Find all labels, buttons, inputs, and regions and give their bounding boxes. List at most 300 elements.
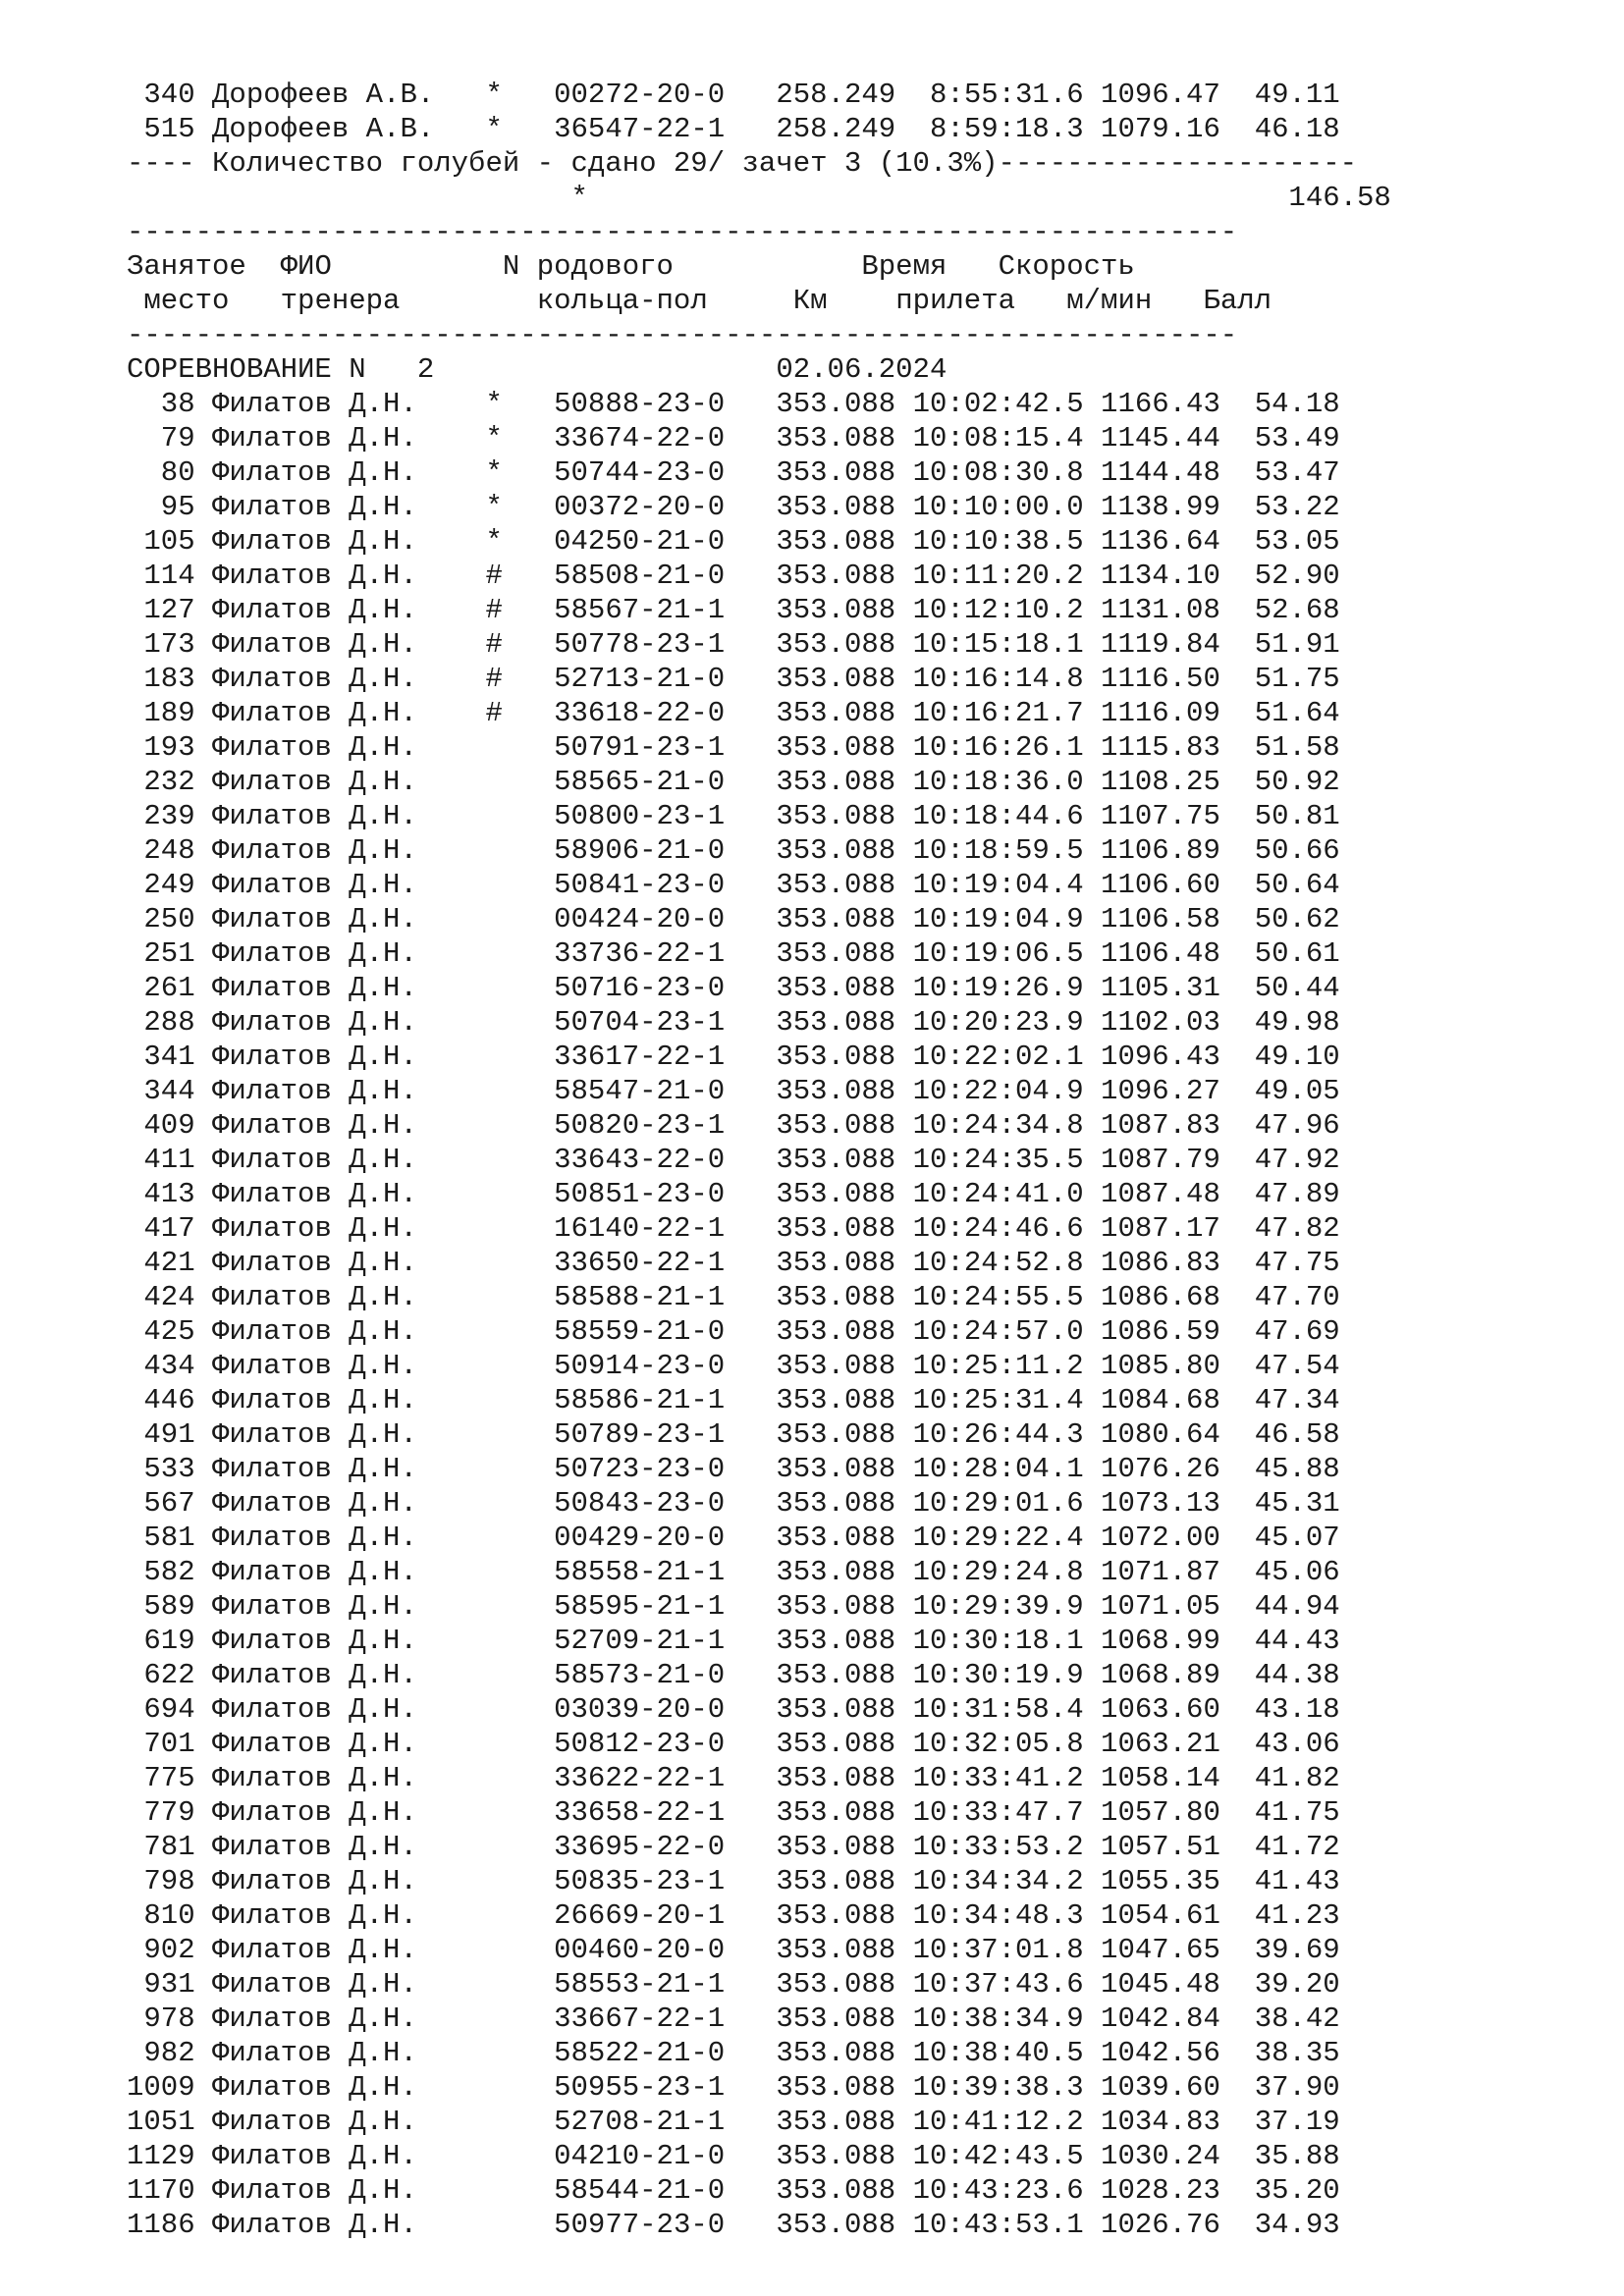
cell-name: Филатов Д.Н. bbox=[212, 1109, 435, 1142]
cell-mark bbox=[486, 1178, 503, 1210]
cell-ring: 50914-23-0 bbox=[554, 1350, 726, 1382]
cell-name: Филатов Д.Н. bbox=[212, 594, 435, 626]
header-place-2: место bbox=[143, 285, 230, 317]
cell-mark bbox=[486, 1728, 503, 1760]
cell-speed: 1107.75 bbox=[1101, 800, 1220, 832]
cell-name: Филатов Д.Н. bbox=[212, 2071, 435, 2104]
cell-place: 189 bbox=[127, 697, 195, 729]
header-speed: Скорость bbox=[998, 250, 1135, 283]
table-row bbox=[127, 1246, 1391, 1280]
cell-time: 10:19:26.9 bbox=[912, 972, 1084, 1004]
cell-mark bbox=[486, 1247, 503, 1279]
cell-ring: 52709-21-1 bbox=[554, 1625, 726, 1657]
cell-km: 353.088 bbox=[776, 1247, 896, 1279]
cell-km: 353.088 bbox=[776, 1762, 896, 1794]
header-place: Занятое bbox=[127, 250, 246, 283]
cell-km: 353.088 bbox=[776, 1899, 896, 1932]
cell-time: 10:30:18.1 bbox=[912, 1625, 1084, 1657]
cell-place: 533 bbox=[127, 1453, 195, 1485]
cell-place: 1129 bbox=[127, 2140, 195, 2172]
cell-score: 52.90 bbox=[1254, 560, 1340, 592]
cell-score: 50.62 bbox=[1254, 903, 1340, 935]
cell-mark bbox=[486, 2002, 503, 2035]
cell-time: 10:18:36.0 bbox=[912, 766, 1084, 798]
cell-speed: 1080.64 bbox=[1101, 1418, 1220, 1451]
cell-time: 10:25:31.4 bbox=[912, 1384, 1084, 1416]
cell-speed: 1057.51 bbox=[1101, 1831, 1220, 1863]
cell-score: 35.20 bbox=[1254, 2174, 1340, 2207]
cell-speed: 1047.65 bbox=[1101, 1934, 1220, 1966]
cell-mark: * bbox=[485, 525, 503, 558]
table-row bbox=[127, 112, 1391, 146]
cell-name: Филатов Д.Н. bbox=[212, 2209, 435, 2241]
cell-place: 1009 bbox=[127, 2071, 195, 2104]
cell-place: 491 bbox=[127, 1418, 195, 1451]
table-row bbox=[127, 1933, 1391, 1967]
cell-mark bbox=[486, 1796, 503, 1829]
cell-ring: 50778-23-1 bbox=[554, 628, 726, 661]
cell-speed: 1102.03 bbox=[1101, 1006, 1220, 1039]
cell-score: 44.38 bbox=[1254, 1659, 1340, 1691]
cell-score: 45.88 bbox=[1254, 1453, 1340, 1485]
cell-mark bbox=[486, 2037, 503, 2069]
cell-name: Филатов Д.Н. bbox=[212, 731, 435, 764]
cell-name: Филатов Д.Н. bbox=[212, 1041, 435, 1073]
cell-speed: 1030.24 bbox=[1101, 2140, 1220, 2172]
cell-ring: 33695-22-0 bbox=[554, 1831, 726, 1863]
cell-time: 10:29:24.8 bbox=[912, 1556, 1084, 1588]
cell-mark bbox=[486, 1144, 503, 1176]
table-row bbox=[127, 1177, 1391, 1211]
cell-place: 251 bbox=[127, 937, 195, 970]
cell-name: Филатов Д.Н. bbox=[212, 1418, 435, 1451]
cell-ring: 50812-23-0 bbox=[554, 1728, 726, 1760]
cell-time: 10:33:41.2 bbox=[912, 1762, 1084, 1794]
cell-km: 353.088 bbox=[776, 2209, 896, 2241]
cell-speed: 1068.89 bbox=[1101, 1659, 1220, 1691]
carryover-section bbox=[127, 78, 1391, 146]
cell-km: 353.088 bbox=[776, 2037, 896, 2069]
cell-speed: 1138.99 bbox=[1101, 491, 1220, 523]
cell-ring: 58573-21-0 bbox=[554, 1659, 726, 1691]
cell-speed: 1076.26 bbox=[1101, 1453, 1220, 1485]
cell-time: 8:59:18.3 bbox=[912, 113, 1084, 145]
cell-name: Филатов Д.Н. bbox=[212, 1968, 435, 2001]
cell-mark bbox=[486, 1934, 503, 1966]
header-time-2: прилета bbox=[895, 285, 1016, 317]
cell-km: 353.088 bbox=[776, 1865, 896, 1897]
cell-km: 353.088 bbox=[776, 1728, 896, 1760]
table-row bbox=[127, 662, 1391, 696]
table-row bbox=[127, 1727, 1391, 1761]
table-row bbox=[127, 1417, 1391, 1452]
cell-time: 10:28:04.1 bbox=[912, 1453, 1084, 1485]
cell-mark bbox=[486, 1590, 503, 1623]
cell-speed: 1106.48 bbox=[1101, 937, 1220, 970]
cell-speed: 1096.43 bbox=[1101, 1041, 1220, 1073]
table-row bbox=[127, 1040, 1391, 1074]
cell-km: 353.088 bbox=[776, 594, 896, 626]
header-line-1 bbox=[127, 249, 1391, 284]
cell-km: 353.088 bbox=[776, 628, 896, 661]
cell-ring: 58586-21-1 bbox=[554, 1384, 726, 1416]
cell-mark bbox=[486, 903, 503, 935]
cell-ring: 50851-23-0 bbox=[554, 1178, 726, 1210]
cell-name: Филатов Д.Н. bbox=[212, 2002, 435, 2035]
cell-score: 47.34 bbox=[1254, 1384, 1340, 1416]
cell-km: 353.088 bbox=[776, 1281, 896, 1313]
cell-km: 353.088 bbox=[776, 1659, 896, 1691]
cell-speed: 1039.60 bbox=[1101, 2071, 1220, 2104]
cell-ring: 36547-22-1 bbox=[554, 113, 726, 145]
cell-speed: 1073.13 bbox=[1101, 1487, 1220, 1520]
cell-time: 10:41:12.2 bbox=[912, 2106, 1084, 2138]
cell-time: 10:34:34.2 bbox=[912, 1865, 1084, 1897]
table-row bbox=[127, 1383, 1391, 1417]
cell-speed: 1042.56 bbox=[1101, 2037, 1220, 2069]
cell-place: 582 bbox=[127, 1556, 195, 1588]
cell-score: 49.05 bbox=[1254, 1075, 1340, 1107]
table-row bbox=[127, 524, 1391, 559]
cell-time: 10:38:40.5 bbox=[912, 2037, 1084, 2069]
cell-km: 353.088 bbox=[776, 2002, 896, 2035]
cell-name: Филатов Д.Н. bbox=[212, 1796, 435, 1829]
cell-score: 50.64 bbox=[1254, 869, 1340, 901]
cell-score: 41.43 bbox=[1254, 1865, 1340, 1897]
cell-place: 701 bbox=[127, 1728, 195, 1760]
cell-place: 931 bbox=[127, 1968, 195, 2001]
cell-speed: 1106.58 bbox=[1101, 903, 1220, 935]
cell-ring: 33617-22-1 bbox=[554, 1041, 726, 1073]
header-km: Км bbox=[792, 285, 828, 317]
cell-score: 46.58 bbox=[1254, 1418, 1340, 1451]
cell-score: 53.05 bbox=[1254, 525, 1340, 558]
table-row bbox=[127, 490, 1391, 524]
cell-mark bbox=[486, 1659, 503, 1691]
table-row bbox=[127, 78, 1391, 112]
cell-ring: 50843-23-0 bbox=[554, 1487, 726, 1520]
cell-speed: 1166.43 bbox=[1101, 388, 1220, 420]
cell-ring: 58565-21-0 bbox=[554, 766, 726, 798]
table-row bbox=[127, 1692, 1391, 1727]
cell-time: 10:16:26.1 bbox=[912, 731, 1084, 764]
cell-score: 47.82 bbox=[1254, 1212, 1340, 1245]
table-row bbox=[127, 2208, 1391, 2242]
cell-place: 589 bbox=[127, 1590, 195, 1623]
cell-speed: 1086.83 bbox=[1101, 1247, 1220, 1279]
cell-mark: # bbox=[485, 697, 503, 729]
table-row bbox=[127, 2105, 1391, 2139]
cell-ring: 50789-23-1 bbox=[554, 1418, 726, 1451]
cell-km: 353.088 bbox=[776, 1006, 896, 1039]
cell-km: 353.088 bbox=[776, 2106, 896, 2138]
cell-name: Филатов Д.Н. bbox=[212, 1728, 435, 1760]
cell-speed: 1055.35 bbox=[1101, 1865, 1220, 1897]
cell-time: 10:38:34.9 bbox=[912, 2002, 1084, 2035]
cell-time: 10:43:23.6 bbox=[912, 2174, 1084, 2207]
cell-mark: # bbox=[485, 594, 503, 626]
cell-score: 54.18 bbox=[1254, 388, 1340, 420]
table-row bbox=[127, 799, 1391, 833]
cell-place: 425 bbox=[127, 1315, 195, 1348]
cell-speed: 1028.23 bbox=[1101, 2174, 1220, 2207]
cell-place: 779 bbox=[127, 1796, 195, 1829]
cell-score: 45.31 bbox=[1254, 1487, 1340, 1520]
cell-ring: 50888-23-0 bbox=[554, 388, 726, 420]
cell-km: 353.088 bbox=[776, 834, 896, 867]
cell-place: 38 bbox=[127, 388, 195, 420]
cell-time: 10:24:34.8 bbox=[912, 1109, 1084, 1142]
cell-name: Филатов Д.Н. bbox=[212, 1144, 435, 1176]
cell-km: 353.088 bbox=[776, 697, 896, 729]
table-row bbox=[127, 1830, 1391, 1864]
summary-line: ---- Количество голубей - сдано 29/ зачет 3 (10.3%)--------------------- bbox=[127, 147, 1358, 180]
cell-place: 581 bbox=[127, 1522, 195, 1554]
cell-ring: 58547-21-0 bbox=[554, 1075, 726, 1107]
cell-km: 353.088 bbox=[776, 456, 896, 489]
cell-speed: 1145.44 bbox=[1101, 422, 1220, 454]
cell-speed: 1034.83 bbox=[1101, 2106, 1220, 2138]
cell-mark bbox=[486, 1556, 503, 1588]
cell-mark: * bbox=[485, 491, 503, 523]
cell-mark: # bbox=[485, 628, 503, 661]
cell-name: Филатов Д.Н. bbox=[212, 972, 435, 1004]
cell-name: Филатов Д.Н. bbox=[212, 1934, 435, 1966]
table-row bbox=[127, 1658, 1391, 1692]
cell-mark bbox=[486, 1487, 503, 1520]
cell-place: 340 bbox=[127, 79, 195, 111]
cell-km: 353.088 bbox=[776, 1487, 896, 1520]
cell-time: 10:08:15.4 bbox=[912, 422, 1084, 454]
cell-mark bbox=[486, 731, 503, 764]
cell-ring: 00372-20-0 bbox=[554, 491, 726, 523]
cell-mark bbox=[486, 1899, 503, 1932]
cell-mark bbox=[486, 2071, 503, 2104]
cell-km: 353.088 bbox=[776, 731, 896, 764]
cell-place: 341 bbox=[127, 1041, 195, 1073]
cell-time: 10:32:05.8 bbox=[912, 1728, 1084, 1760]
cell-ring: 58508-21-0 bbox=[554, 560, 726, 592]
cell-name: Филатов Д.Н. bbox=[212, 456, 435, 489]
cell-km: 258.249 bbox=[776, 113, 896, 145]
cell-ring: 52708-21-1 bbox=[554, 2106, 726, 2138]
cell-ring: 58558-21-1 bbox=[554, 1556, 726, 1588]
cell-speed: 1026.76 bbox=[1101, 2209, 1220, 2241]
cell-speed: 1084.68 bbox=[1101, 1384, 1220, 1416]
cell-name: Филатов Д.Н. bbox=[212, 1693, 435, 1726]
cell-time: 10:20:23.9 bbox=[912, 1006, 1084, 1039]
cell-ring: 58906-21-0 bbox=[554, 834, 726, 867]
cell-score: 51.58 bbox=[1254, 731, 1340, 764]
cell-time: 10:22:04.9 bbox=[912, 1075, 1084, 1107]
cell-score: 39.69 bbox=[1254, 1934, 1340, 1966]
cell-place: 409 bbox=[127, 1109, 195, 1142]
cell-time: 10:31:58.4 bbox=[912, 1693, 1084, 1726]
cell-name: Филатов Д.Н. bbox=[212, 560, 435, 592]
cell-score: 50.61 bbox=[1254, 937, 1340, 970]
cell-speed: 1106.89 bbox=[1101, 834, 1220, 867]
cell-km: 353.088 bbox=[776, 560, 896, 592]
cell-score: 49.11 bbox=[1254, 79, 1340, 111]
cell-km: 353.088 bbox=[776, 1350, 896, 1382]
cell-km: 353.088 bbox=[776, 1556, 896, 1588]
cell-speed: 1106.60 bbox=[1101, 869, 1220, 901]
table-row bbox=[127, 421, 1391, 455]
table-row bbox=[127, 1795, 1391, 1830]
cell-mark bbox=[486, 1315, 503, 1348]
cell-name: Филатов Д.Н. bbox=[212, 1625, 435, 1657]
cell-km: 353.088 bbox=[776, 2071, 896, 2104]
cell-ring: 33622-22-1 bbox=[554, 1762, 726, 1794]
cell-time: 10:29:39.9 bbox=[912, 1590, 1084, 1623]
cell-ring: 33674-22-0 bbox=[554, 422, 726, 454]
cell-score: 47.54 bbox=[1254, 1350, 1340, 1382]
cell-time: 10:42:43.5 bbox=[912, 2140, 1084, 2172]
table-row bbox=[127, 1967, 1391, 2002]
cell-time: 10:37:01.8 bbox=[912, 1934, 1084, 1966]
cell-mark bbox=[486, 2174, 503, 2207]
cell-ring: 33618-22-0 bbox=[554, 697, 726, 729]
cell-name: Филатов Д.Н. bbox=[212, 903, 435, 935]
cell-speed: 1071.05 bbox=[1101, 1590, 1220, 1623]
cell-km: 353.088 bbox=[776, 800, 896, 832]
cell-place: 105 bbox=[127, 525, 195, 558]
cell-ring: 50704-23-1 bbox=[554, 1006, 726, 1039]
cell-mark bbox=[486, 766, 503, 798]
table-row bbox=[127, 387, 1391, 421]
cell-place: 434 bbox=[127, 1350, 195, 1382]
cell-time: 10:24:35.5 bbox=[912, 1144, 1084, 1176]
cell-score: 45.07 bbox=[1254, 1522, 1340, 1554]
cell-mark bbox=[486, 800, 503, 832]
cell-place: 193 bbox=[127, 731, 195, 764]
cell-speed: 1072.00 bbox=[1101, 1522, 1220, 1554]
cell-mark bbox=[486, 1006, 503, 1039]
cell-mark bbox=[486, 1075, 503, 1107]
cell-score: 35.88 bbox=[1254, 2140, 1340, 2172]
cell-name: Филатов Д.Н. bbox=[212, 2037, 435, 2069]
cell-km: 353.088 bbox=[776, 1384, 896, 1416]
cell-score: 53.47 bbox=[1254, 456, 1340, 489]
cell-score: 43.18 bbox=[1254, 1693, 1340, 1726]
cell-place: 80 bbox=[127, 456, 195, 489]
cell-score: 43.06 bbox=[1254, 1728, 1340, 1760]
header-speed-2: м/мин bbox=[1066, 285, 1153, 317]
cell-score: 47.92 bbox=[1254, 1144, 1340, 1176]
cell-mark: # bbox=[485, 663, 503, 695]
cell-speed: 1054.61 bbox=[1101, 1899, 1220, 1932]
cell-place: 114 bbox=[127, 560, 195, 592]
table-row bbox=[127, 2173, 1391, 2208]
cell-time: 10:24:57.0 bbox=[912, 1315, 1084, 1348]
cell-score: 41.72 bbox=[1254, 1831, 1340, 1863]
cell-name: Филатов Д.Н. bbox=[212, 1487, 435, 1520]
cell-time: 10:39:38.3 bbox=[912, 2071, 1084, 2104]
cell-speed: 1115.83 bbox=[1101, 731, 1220, 764]
cell-km: 353.088 bbox=[776, 1693, 896, 1726]
cell-km: 353.088 bbox=[776, 1212, 896, 1245]
cell-ring: 58522-21-0 bbox=[554, 2037, 726, 2069]
results-sheet bbox=[127, 78, 1391, 2242]
cell-time: 10:29:22.4 bbox=[912, 1522, 1084, 1554]
table-row bbox=[127, 1005, 1391, 1040]
cell-place: 1051 bbox=[127, 2106, 195, 2138]
cell-name: Филатов Д.Н. bbox=[212, 869, 435, 901]
cell-name: Филатов Д.Н. bbox=[212, 1659, 435, 1691]
cell-name: Филатов Д.Н. bbox=[212, 834, 435, 867]
cell-name: Филатов Д.Н. bbox=[212, 1006, 435, 1039]
cell-place: 173 bbox=[127, 628, 195, 661]
cell-place: 694 bbox=[127, 1693, 195, 1726]
cell-score: 51.91 bbox=[1254, 628, 1340, 661]
cell-name: Филатов Д.Н. bbox=[212, 491, 435, 523]
cell-speed: 1058.14 bbox=[1101, 1762, 1220, 1794]
cell-name: Филатов Д.Н. bbox=[212, 1384, 435, 1416]
cell-place: 781 bbox=[127, 1831, 195, 1863]
cell-name: Дорофеев А.В. bbox=[212, 79, 435, 111]
cell-km: 353.088 bbox=[776, 663, 896, 695]
cell-ring: 50723-23-0 bbox=[554, 1453, 726, 1485]
cell-km: 353.088 bbox=[776, 1831, 896, 1863]
cell-time: 10:19:04.9 bbox=[912, 903, 1084, 935]
cell-score: 50.44 bbox=[1254, 972, 1340, 1004]
cell-km: 353.088 bbox=[776, 1315, 896, 1348]
table-row bbox=[127, 765, 1391, 799]
cell-place: 446 bbox=[127, 1384, 195, 1416]
table-row bbox=[127, 1108, 1391, 1143]
cell-km: 353.088 bbox=[776, 1453, 896, 1485]
cell-time: 10:15:18.1 bbox=[912, 628, 1084, 661]
cell-km: 353.088 bbox=[776, 937, 896, 970]
table-row bbox=[127, 902, 1391, 936]
cell-place: 411 bbox=[127, 1144, 195, 1176]
cell-score: 53.22 bbox=[1254, 491, 1340, 523]
cell-name: Филатов Д.Н. bbox=[212, 422, 435, 454]
cell-mark bbox=[486, 1109, 503, 1142]
cell-speed: 1144.48 bbox=[1101, 456, 1220, 489]
cell-score: 47.70 bbox=[1254, 1281, 1340, 1313]
cell-mark: * bbox=[485, 113, 503, 145]
cell-name: Филатов Д.Н. bbox=[212, 1075, 435, 1107]
cell-mark: * bbox=[485, 456, 503, 489]
cell-ring: 58553-21-1 bbox=[554, 1968, 726, 2001]
cell-mark: * bbox=[485, 422, 503, 454]
cell-km: 353.088 bbox=[776, 903, 896, 935]
cell-ring: 50820-23-1 bbox=[554, 1109, 726, 1142]
header-ring-2: кольца-пол bbox=[536, 285, 708, 317]
cell-time: 10:02:42.5 bbox=[912, 388, 1084, 420]
cell-place: 798 bbox=[127, 1865, 195, 1897]
cell-time: 10:19:06.5 bbox=[912, 937, 1084, 970]
cell-speed: 1057.80 bbox=[1101, 1796, 1220, 1829]
table-row bbox=[127, 1898, 1391, 1933]
cell-place: 567 bbox=[127, 1487, 195, 1520]
cell-ring: 58595-21-1 bbox=[554, 1590, 726, 1623]
table-row bbox=[127, 1211, 1391, 1246]
cell-mark bbox=[486, 1865, 503, 1897]
cell-time: 10:24:41.0 bbox=[912, 1178, 1084, 1210]
cell-mark bbox=[486, 937, 503, 970]
cell-score: 47.96 bbox=[1254, 1109, 1340, 1142]
cell-mark bbox=[486, 2209, 503, 2241]
cell-time: 10:24:46.6 bbox=[912, 1212, 1084, 1245]
cell-name: Филатов Д.Н. bbox=[212, 1178, 435, 1210]
cell-name: Филатов Д.Н. bbox=[212, 1453, 435, 1485]
cell-place: 79 bbox=[127, 422, 195, 454]
cell-ring: 00272-20-0 bbox=[554, 79, 726, 111]
table-row bbox=[127, 455, 1391, 490]
cell-name: Филатов Д.Н. bbox=[212, 2106, 435, 2138]
